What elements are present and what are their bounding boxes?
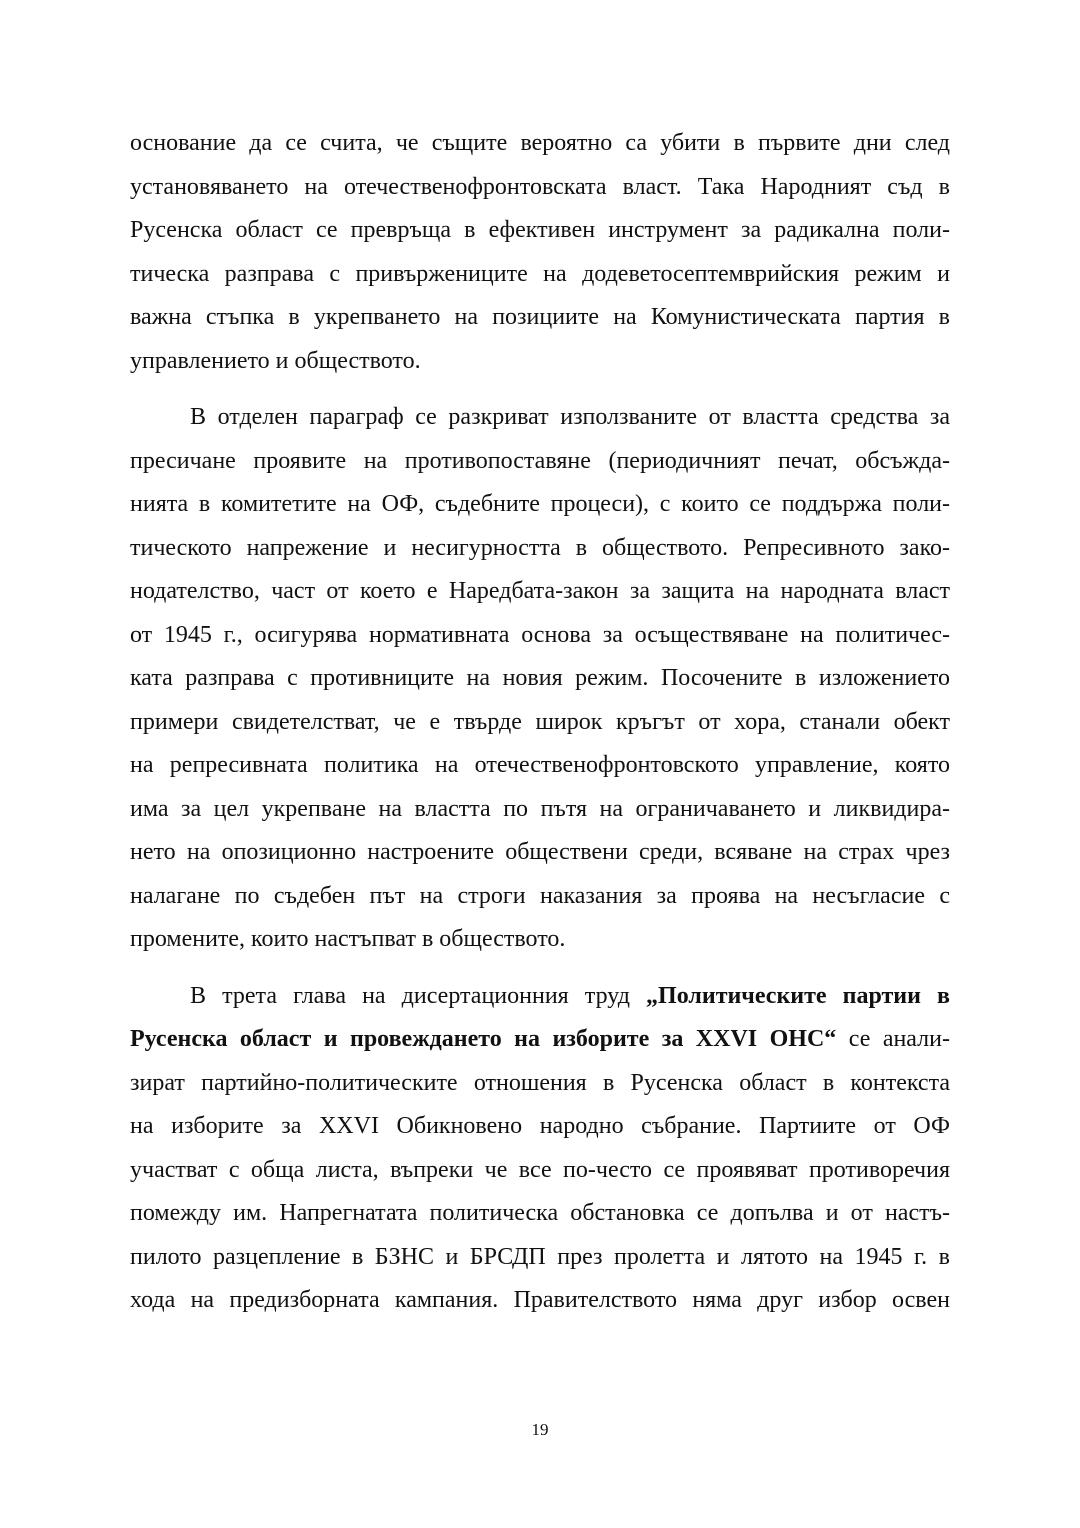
paragraph-2 [130,396,950,962]
text-line: на изборите за XXVI Обикновено народно събрание. Партиите от ОФ [130,1113,950,1139]
text-run: се анали- [836,1026,950,1052]
text-line: нодателство, част от което е Наредбата-закон за защита на народната власт [130,578,950,604]
text-line [130,1018,950,1062]
text-line: важна стъпка в укрепването на позициите на Комунистическата партия в [130,304,950,330]
text-line: нето на опозиционно настроените обществени среди, всяване на страх чрез [130,839,950,865]
text-line: нията в комитетите на ОФ, съдебните процеси), с които се поддържа поли- [130,491,950,517]
text-line: тическа разправа с привържениците на додеветосептемврийския режим и [130,260,950,287]
page-number: 19 [531,1420,549,1439]
text-line: пресичане проявите на противопоставяне (периодичният печат, обсъжда- [130,447,950,474]
text-line [130,975,950,1019]
text-line: тическото напрежение и несигурността в обществото. Репресивното зако- [130,534,950,561]
chapter-title-bold: „Политическите партии в [646,982,950,1009]
text-line: зират партийно-политическите отношения в Русенска област в контекста [130,1069,950,1096]
document-page [130,122,950,1323]
text-line: промените, които настъпват в обществото. [130,926,566,952]
text-line: основание да се счита, че същите вероятно са убити в първите дни след [130,130,950,156]
text-line: от 1945 г., осигурява нормативната основа за осъществяване на политичес- [130,621,950,648]
text-line: управлението и обществото. [130,347,421,374]
text-line: помежду им. Напрегнатата политическа обстановка се допълва и от настъ- [130,1200,950,1226]
text-line: хода на предизборната кампания. Правителството няма друг избор освен [130,1287,950,1313]
text-line: установяването на отечественофронтовската власт. Така Народният съд в [130,173,950,200]
text-line: на репресивната политика на отечественофронтовското управление, която [130,752,950,778]
text-line: участват с обща листа, въпреки че все по-често се проявяват противоречия [130,1156,950,1183]
text-line: Русенска област се превръща в ефективен инструмент за радикална поли- [130,217,950,243]
text-line: пилото разцепление в БЗНС и БРСДП през пролетта и лятото на 1945 г. в [130,1243,950,1270]
text-line: ката разправа с противниците на новия режим. Посочените в изложението [130,665,950,691]
chapter-title-bold: Русенска област и провеждането на изборите за XXVI ОНС“ [130,1026,837,1052]
text-line: примери свидетелстват, че е твърде широк кръгът от хора, станали обект [130,708,950,735]
text-run: В трета глава на дисертационния труд [190,982,647,1009]
paragraph-1 [130,122,950,383]
text-line: В отделен параграф се разкриват използваните от властта средства за [190,404,950,430]
paragraph-3 [130,975,950,1323]
text-line: има за цел укрепване на властта по пътя на ограничаването и ликвидира- [130,795,950,822]
text-line: налагане по съдебен път на строги наказания за проява на несъгласие с [130,882,950,909]
